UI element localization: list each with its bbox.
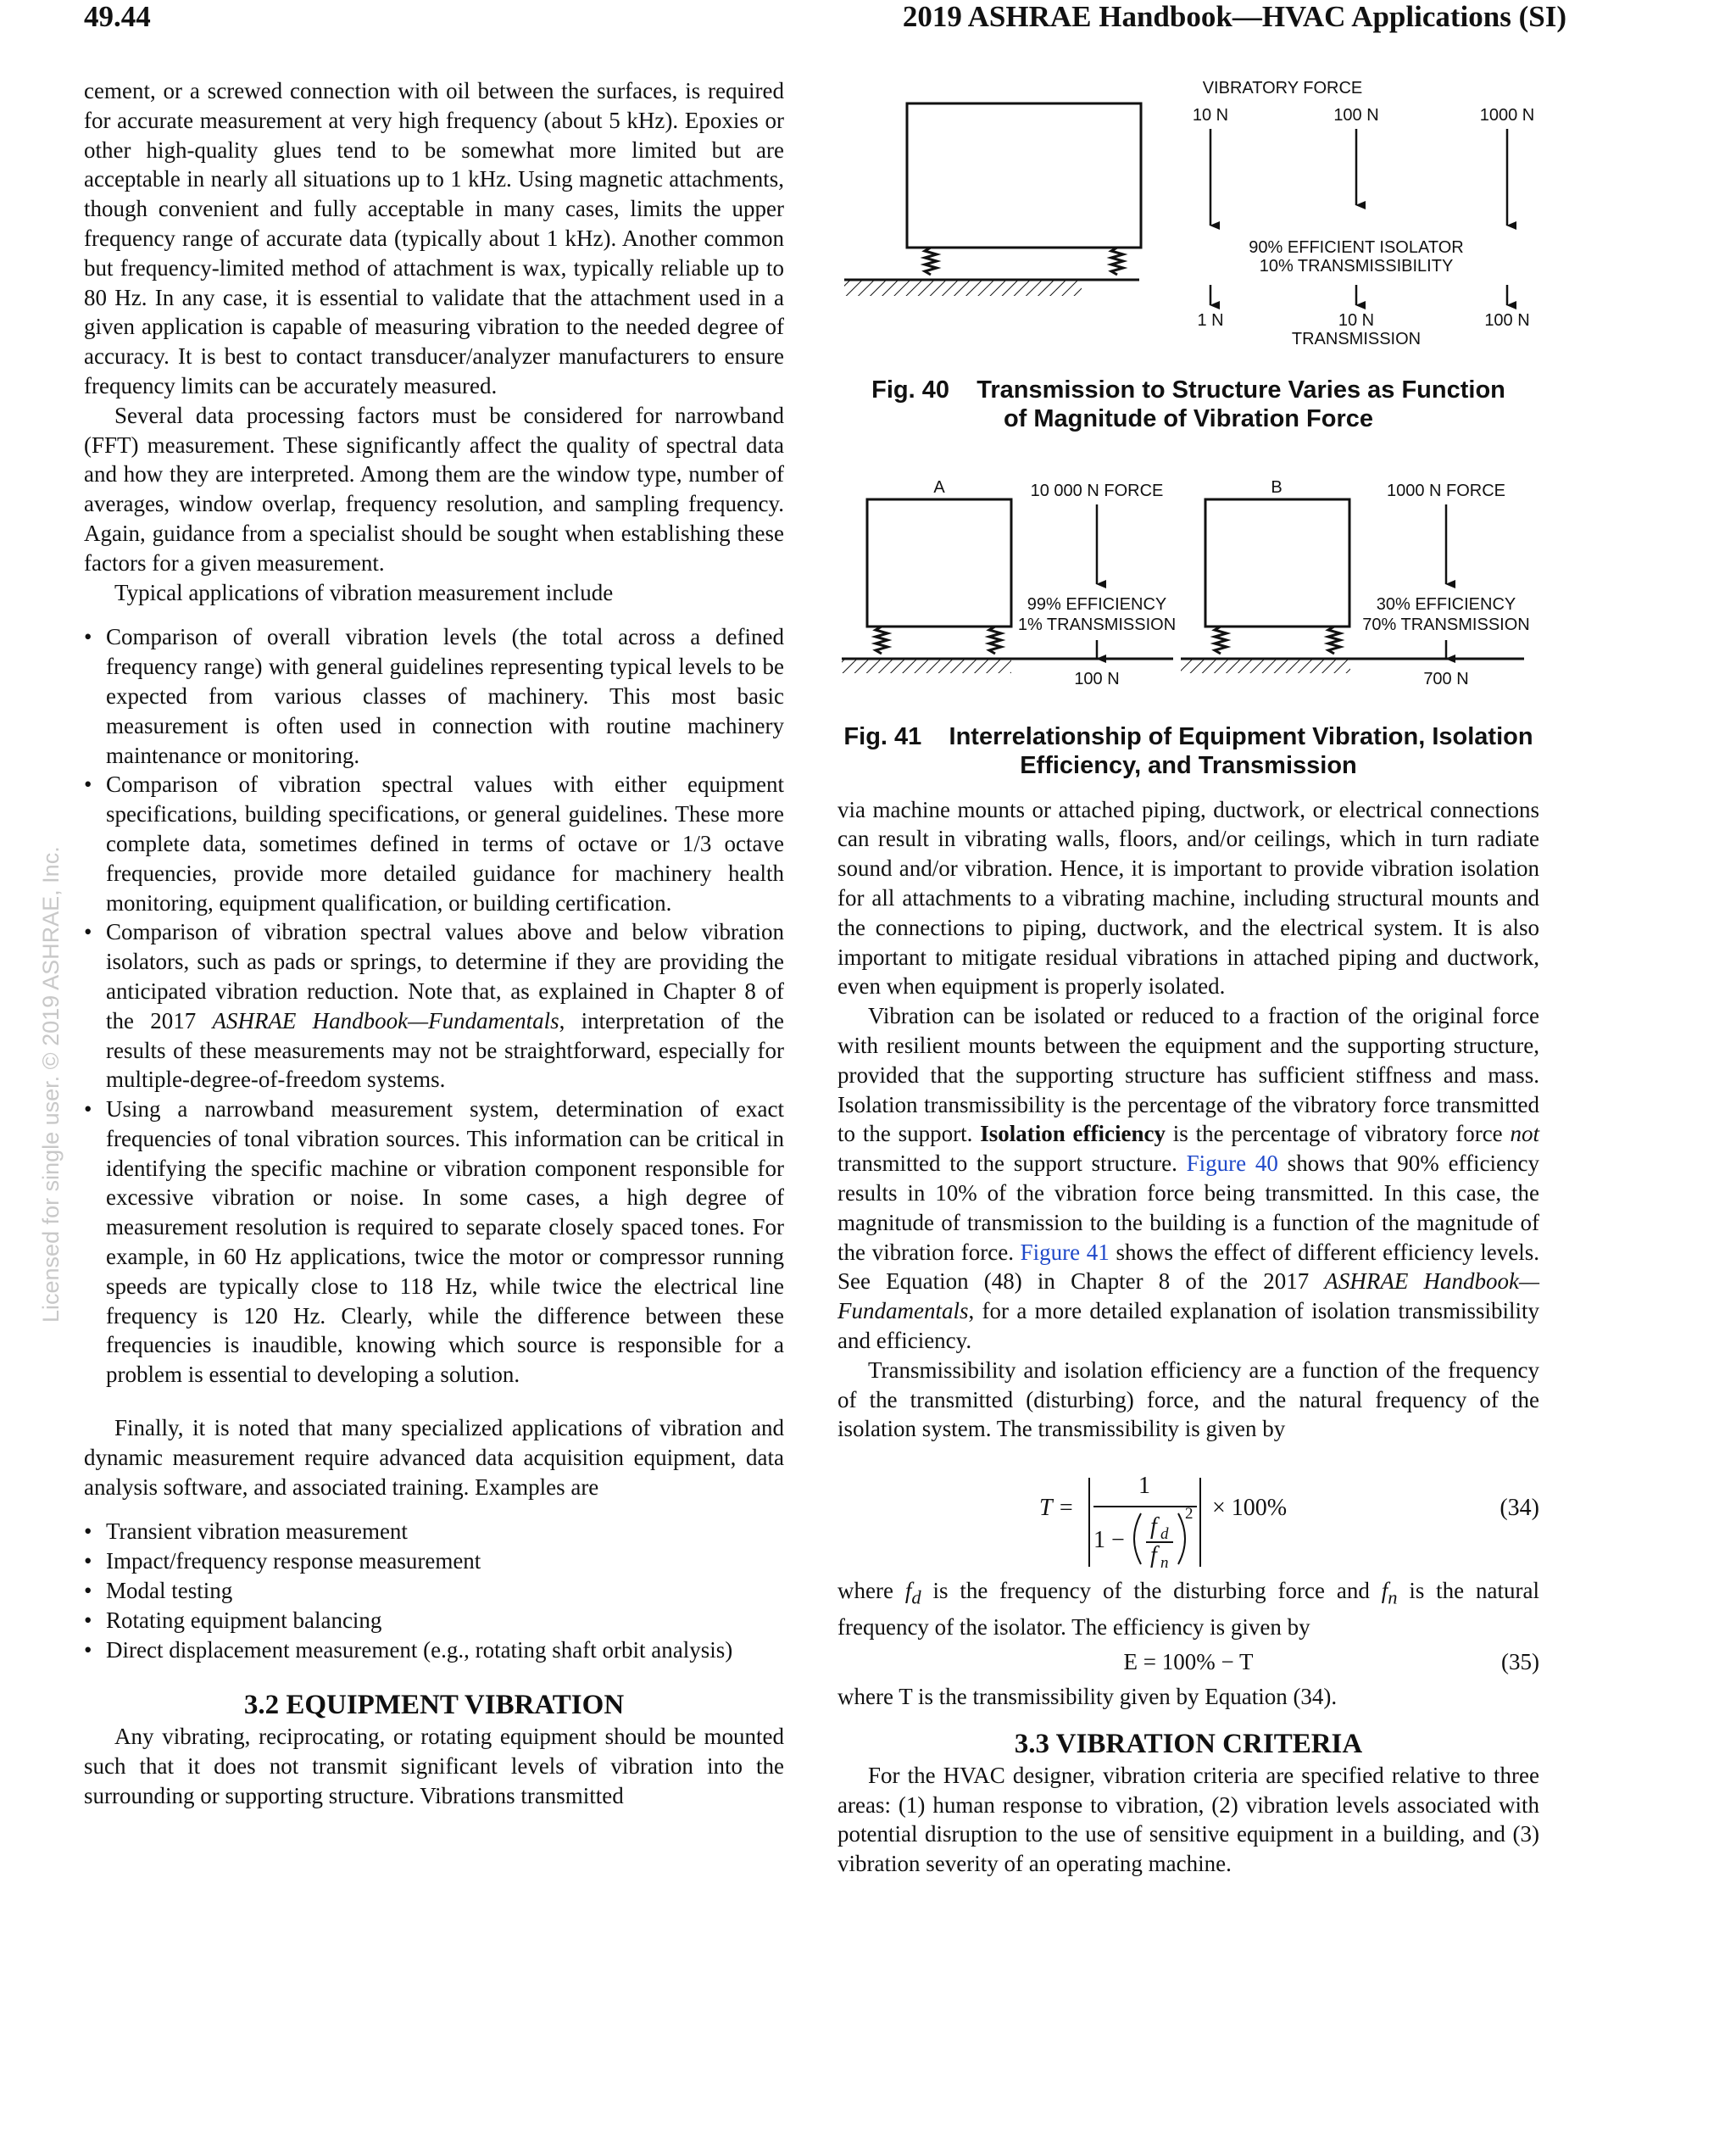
paragraph: Transmissibility and isolation efficiency are a function of the frequency of the transmitted (disturbing) force, and the natural frequency of the isolation system. The transmissibility is given by xyxy=(837,1357,1539,1442)
force-label: 100 N xyxy=(1333,106,1379,125)
svg-text:f: f xyxy=(1150,1513,1157,1540)
paragraph: where $f_d$ is the frequency of the disturbing force and $f_n$ is the natural frequency of the isolator. The efficiency is given by xyxy=(837,1578,1539,1641)
list-item: • Direct displacement measurement (e.g., rotating shaft orbit analysis) xyxy=(84,1635,784,1665)
list-item: • Using a narrowband measurement system, determination of exact frequencies of tonal vibration sources. This information can be critical in identifying the specific machine or vibration component responsible for excessive vibration or noise. In some cases, a high degree of measurement resolution is required to separate closely spaced tones. For example, in 60 Hz applications, twice the motor or compressor running speeds are typically close to 118 Hz, while twice the electrical line frequency is 120 Hz. Clearly, while the difference between these frequencies is inaudible, knowing which source is responsible for a problem is essential to developing a solution. xyxy=(84,1095,784,1390)
isolator-label: 10% TRANSMISSIBILITY xyxy=(1259,257,1454,276)
equipment-box xyxy=(867,499,1011,627)
figure-40 xyxy=(837,76,1539,433)
equation-35: E = 100% − T (35) xyxy=(1123,1649,1539,1675)
force-label: 1000 N xyxy=(1479,106,1535,125)
applications-list xyxy=(84,622,784,1390)
equipment-box xyxy=(907,103,1141,248)
paragraph: Finally, it is noted that many specialized applications of vibration and dynamic measurement require advanced data acquisition equipment, data analysis software, and associated training. Examples are xyxy=(84,1415,784,1500)
list-item: • Impact/frequency response measurement xyxy=(84,1546,784,1576)
transmitted-label: 1 N xyxy=(1197,311,1224,330)
equation-34-render xyxy=(837,1444,1539,1571)
transmission-label-a: 1% TRANSMISSION xyxy=(1017,615,1177,634)
ground-hatch xyxy=(1181,660,1350,673)
svg-text:n: n xyxy=(1160,1554,1169,1572)
svg-text:2: 2 xyxy=(1185,1505,1194,1524)
vibratory-force-label: VIBRATORY FORCE xyxy=(1202,79,1363,97)
paragraph: Vibration can be isolated or reduced to a fraction of the original force with resilient mounts between the equipment and the supporting structure, provided that the supporting structure has sufficient stiffness and mass. Isolation transmissibility is the percentage of the vibratory force transmitted to the support. Isolation efficiency is the percentage of vibratory force not transmitted to the support structure. Figure 40 shows that 90% efficiency results in 10% of the vibration force being transmitted. In this case, the magnitude of transmission to the building is a function of the magnitude of the vibration force. Figure 41 shows the effect of different efficiency levels. See Equation (48) in Chapter 8 of the 2017 ASHRAE Handbook—Fundamentals, for a more detailed explanation of isolation transmissibility and efficiency. xyxy=(837,1003,1540,1353)
transmission-label-b: 70% TRANSMISSION xyxy=(1362,615,1530,634)
ground-hatch xyxy=(844,281,1082,296)
right-column xyxy=(837,76,1539,1879)
paragraph: where T is the transmissibility given by Equation (34). xyxy=(837,1683,1338,1709)
figure-40-link[interactable]: Figure 40 xyxy=(1186,1150,1278,1177)
equipment-box xyxy=(1205,499,1349,627)
output-label-a: 100 N xyxy=(1074,669,1120,688)
figure-41-caption: Fig. 41 Interrelationship of Equipment Vibration, Isolation Efficiency, and Transmission xyxy=(843,722,1533,779)
list-item: • Comparison of overall vibration levels (the total across a defined frequency range) with general guidelines representing typical levels to be expected from various classes of machinery. This most basic measurement is often used in connection with routine machinery maintenance or monitoring. xyxy=(84,622,784,770)
page-number: 49.44 xyxy=(84,0,151,33)
section-heading: 3.3 VIBRATION CRITERIA xyxy=(1014,1728,1363,1759)
transmission-label: TRANSMISSION xyxy=(1291,330,1422,348)
spring-icon xyxy=(925,248,937,275)
svg-text:f: f xyxy=(1150,1542,1157,1569)
left-column xyxy=(84,76,784,1811)
spring-icon xyxy=(1111,248,1123,275)
specialized-list xyxy=(84,1517,784,1664)
svg-text:d: d xyxy=(1160,1525,1169,1544)
list-item: • Modal testing xyxy=(84,1576,784,1606)
figure-41 xyxy=(837,474,1539,780)
license-watermark: Licensed for single user. © 2019 ASHRAE, Inc. xyxy=(38,846,64,1323)
ground-hatch xyxy=(842,660,1011,673)
list-item: • Rotating equipment balancing xyxy=(84,1606,784,1635)
spring-icon xyxy=(989,627,1001,654)
running-header-title: 2019 ASHRAE Handbook—HVAC Applications (SI) xyxy=(902,0,1566,33)
output-label-b: 700 N xyxy=(1423,669,1469,688)
force-label-a: 10 000 N FORCE xyxy=(1030,481,1164,500)
list-item: • Comparison of vibration spectral values with either equipment specifications, building specifications, or general guidelines. These more complete data, sometimes defined in terms of octave or 1/3 octave frequencies, provide more detailed guidance for machinery health monitoring, equipment qualification, or building certification. xyxy=(84,770,784,917)
paragraph: For the HVAC designer, vibration criteria are specified relative to three areas: (1) human response to vibration, (2) vibration levels associated with potential disruption to the use of sensitive equipment in a building, and (3) vibration severity of an operating machine. xyxy=(837,1762,1539,1877)
svg-text:1: 1 xyxy=(1138,1473,1150,1500)
efficiency-label-a: 99% EFFICIENCY xyxy=(1027,594,1167,614)
spring-icon xyxy=(876,627,887,654)
force-label: 10 N xyxy=(1192,106,1229,125)
paragraph: Any vibrating, reciprocating, or rotating equipment should be mounted such that it does not transmit significant levels of vibration into the surrounding or supporting structure. Vibrations transmitted xyxy=(84,1724,784,1809)
efficiency-label-b: 30% EFFICIENCY xyxy=(1376,594,1516,614)
spring-icon xyxy=(1328,627,1340,654)
transmitted-label: 10 N xyxy=(1338,311,1375,330)
paragraph: Several data processing factors must be considered for narrowband (FFT) measurement. These significantly affect the quality of spectral data and how they are interpreted. Among them are the window type, number of averages, window overlap, frequency resolution, and sampling frequency. Again, guidance from a specialist should be sought when establishing these factors for a given measurement. xyxy=(84,402,784,576)
svg-text:× 100%: × 100% xyxy=(1212,1495,1288,1522)
isolator-label: 90% EFFICIENT ISOLATOR xyxy=(1249,238,1464,257)
svg-text:1 −: 1 − xyxy=(1093,1527,1125,1554)
figure-40-diagram xyxy=(837,76,1539,365)
svg-text:T =: T = xyxy=(1039,1495,1074,1522)
transmitted-label: 100 N xyxy=(1484,311,1530,330)
figure-41-diagram xyxy=(837,474,1539,703)
paragraph: cement, or a screwed connection with oil between the surfaces, is required for accurate measurement at very high frequency (about 5 kHz). Epoxies or other high-quality glues tend to be somewhat more limited but are acceptable in nearly all situations up to 1 kHz. Using magnetic attachments, though convenient and fully acceptable in many cases, limits the upper frequency range of accurate data (typically about 1 kHz). Another common but frequency-limited method of attachment is wax, typically reliable up to 80 Hz. In any case, it is essential to validate that the attachment used in a given application is capable of measuring vibration to the needed degree of accuracy. It is best to contact transducer/analyzer manufacturers to ensure frequency limits can be accurately measured. xyxy=(84,78,784,398)
section-heading: 3.2 EQUIPMENT VIBRATION xyxy=(243,1690,625,1721)
figure-41-link[interactable]: Figure 41 xyxy=(1020,1239,1110,1265)
equation-34 xyxy=(837,1444,1539,1571)
list-item: • Transient vibration measurement xyxy=(84,1517,784,1546)
paragraph: Typical applications of vibration measurement include xyxy=(114,579,614,605)
list-item: • Comparison of vibration spectral values above and below vibration isolators, such as pads or springs, to determine if they are providing the anticipated vibration reduction. Note that, as explained in Chapter 8 of the 2017 ASHRAE Handbook—Fundamentals, interpretation of the results of these measurements may not be straightforward, especially for multiple-degree-of-freedom systems. xyxy=(84,917,784,1095)
paragraph: via machine mounts or attached piping, ductwork, or electrical connections can result in vibrating walls, floors, and/or ceilings, which in turn radiate sound and/or vibration. Hence, it is important to provide vibration isolation for all attachments to a vibrating machine, including structural mounts and the connections to piping, ductwork, and the electrical system. It is also important to mitigate residual vibrations in attached piping and ductwork, even when equipment is properly isolated. xyxy=(837,796,1539,1000)
force-label-b: 1000 N FORCE xyxy=(1386,481,1506,500)
panel-label-b: B xyxy=(1271,477,1283,497)
svg-text:(34): (34) xyxy=(1500,1495,1539,1522)
spring-icon xyxy=(1215,627,1227,654)
figure-40-caption: Fig. 40 Transmission to Structure Varies as Function of Magnitude of Vibration Force xyxy=(871,376,1505,432)
panel-label-a: A xyxy=(933,477,945,497)
